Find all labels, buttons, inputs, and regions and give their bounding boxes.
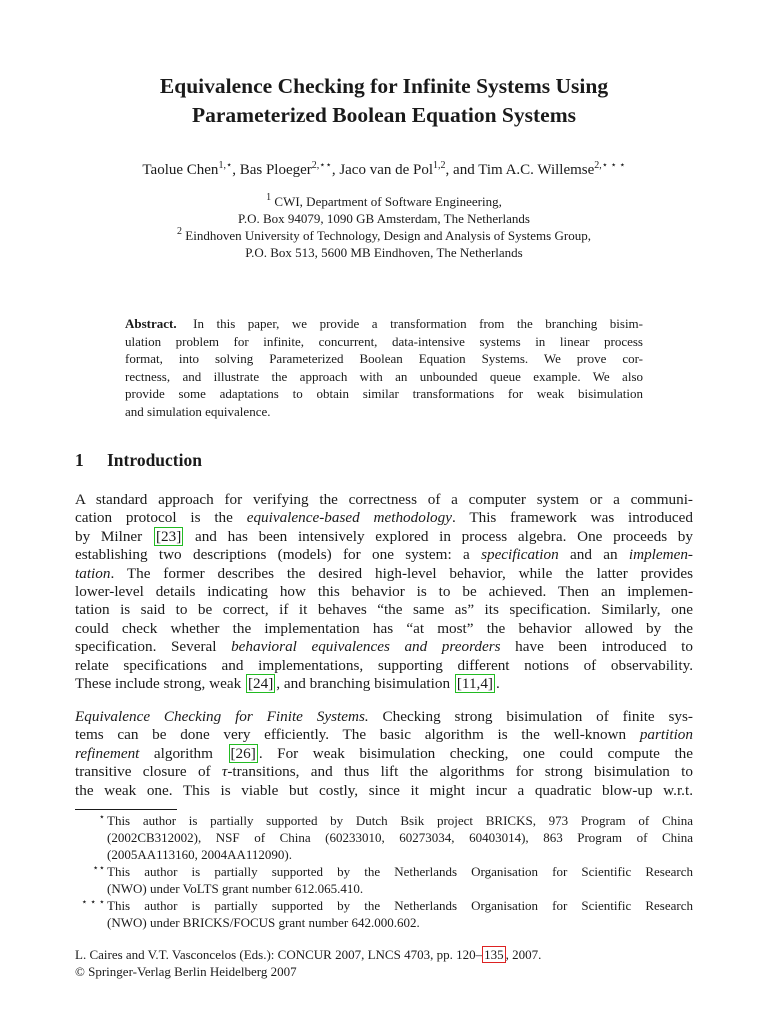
body-line — [75, 528, 693, 546]
author-sup: 2,⋆ ⋆ ⋆ — [594, 160, 626, 171]
emph-text: implemen- — [628, 546, 693, 564]
footnote-line: (NWO) under BRICKS/FOCUS grant number 642.000.602. — [107, 915, 420, 930]
body-line — [75, 565, 693, 583]
text-span: cation protocol is the — [75, 509, 247, 527]
footnote-line: (NWO) under VoLTS grant number 612.065.410. — [107, 881, 364, 896]
emph-text: behavioral equivalences and preorders — [231, 638, 501, 656]
body-line — [75, 546, 693, 564]
author-name: Tim A.C. Willemse — [478, 162, 595, 178]
affil-sup: 2 — [177, 226, 183, 237]
footnote-line: This author is partially supported by Dutch Bsik project BRICKS, 973 Program of China — [107, 813, 693, 828]
footnote-line: This author is partially supported by the Netherlands Organisation for Scientific Research — [107, 864, 693, 879]
emph-text: tation — [75, 564, 111, 582]
author-sup: 1,2 — [433, 160, 446, 171]
affiliation-2-line-2: P.O. Box 513, 5600 MB Eindhoven, The Netherlands — [245, 245, 523, 260]
title-line-2: Parameterized Boolean Equation Systems — [192, 103, 576, 127]
affiliation-2-line-1 — [40, 227, 728, 244]
footnote-mark: ⋆ — [98, 812, 105, 823]
citation-link[interactable]: [23] — [155, 527, 182, 545]
text-span: establishing two descriptions (models) for one system: a — [75, 546, 482, 564]
abstract-line: rectness, and illustrate the approach with an unbounded queue example. We also — [125, 368, 643, 384]
footnote-mark: ⋆ ⋆ ⋆ — [81, 897, 105, 908]
text-span: . This framework was introduced — [452, 509, 694, 527]
affil-text: Eindhoven University of Technology, Design and Analysis of Systems Group, — [185, 228, 591, 243]
footnote-line: This author is partially supported by the Netherlands Organisation for Scientific Research — [107, 898, 693, 913]
citation-link[interactable]: [24] — [247, 674, 274, 692]
author-name: Taolue Chen — [142, 162, 219, 178]
paragraph-heading: Equivalence Checking for Finite Systems. — [75, 708, 369, 725]
body-line — [75, 763, 693, 781]
abstract — [125, 315, 643, 421]
paper-title — [40, 72, 728, 130]
text-span: L. Caires and V.T. Vasconcelos (Eds.): CONCUR 2007, LNCS 4703, pp. 120– — [75, 947, 483, 962]
emph-text: partition — [639, 726, 693, 744]
author-sep: , — [232, 162, 240, 178]
body-line — [75, 509, 693, 527]
body-line: the weak one. This is viable but costly, since it might incur a quadratic blow-up w.r.t. — [75, 781, 693, 799]
footnote-mark: ⋆⋆ — [92, 863, 105, 874]
text-span: tems can be done very efficiently. The basic algorithm is the well-known — [75, 726, 640, 744]
abstract-label: Abstract. — [125, 316, 177, 331]
paragraph-1 — [75, 491, 693, 693]
abstract-line: format, into solving Parameterized Boolean Equation Systems. We prove cor- — [125, 351, 643, 367]
text-span: . For weak bisimulation checking, one could compute the — [258, 744, 693, 762]
text-span: . The former describes the desired high-level behavior, while the latter provides — [110, 564, 693, 582]
author-name: Jaco van de Pol — [339, 162, 434, 178]
paragraph-2 — [75, 708, 693, 800]
abstract-line: provide some adaptations to obtain similar transformations for weak bisimulation — [125, 386, 643, 402]
footnotes — [75, 812, 693, 931]
text-span: -transitions, and thus lift the algorithms for strong bisimulation to — [227, 763, 693, 781]
text-span: and has been intensively explored in process algebra. One proceeds by — [184, 527, 693, 545]
tau-symbol: τ — [221, 763, 228, 781]
body-line — [75, 708, 693, 726]
author-list — [40, 160, 728, 180]
author-sup: 1,⋆ — [218, 160, 233, 171]
abstract-line: ulation problem for infinite, concurrent, data-intensive systems in linear process — [125, 333, 643, 349]
footnote-line: (2002CB312002), NSF of China (60233010, 60273034, 60403014), 863 Program of China — [107, 830, 693, 845]
body-line: relate specifications and implementations, supporting different notions of observability. — [75, 656, 693, 674]
emph-text: specification — [481, 546, 559, 564]
text-span: These include strong, weak — [75, 674, 245, 692]
citation-line-1 — [75, 946, 541, 963]
body-line — [75, 675, 693, 693]
citation-link[interactable]: [26] — [230, 744, 256, 762]
copyright-line: © Springer-Verlag Berlin Heidelberg 2007 — [75, 964, 297, 979]
emph-text: equivalence-based methodology — [246, 509, 452, 527]
page-link[interactable]: 135 — [484, 947, 504, 962]
footnote — [75, 897, 693, 931]
text-span: Checking strong bisimulation of finite sys- — [368, 708, 693, 725]
affiliation-1-line-1 — [40, 193, 728, 210]
text-span: specification. Several — [75, 638, 232, 656]
abstract-line: and simulation equivalence. — [125, 403, 271, 419]
section-number: 1 — [75, 450, 84, 470]
affiliations — [40, 193, 728, 261]
section-title: Introduction — [107, 450, 202, 470]
body-line — [75, 638, 693, 656]
body-line — [75, 745, 693, 763]
text-span: algorithm — [139, 744, 228, 762]
author-sup: 2,⋆⋆ — [311, 160, 332, 171]
footnote — [75, 812, 693, 863]
body-line — [75, 726, 693, 744]
footnote-line: (2005AA113160, 2004AA112090). — [107, 847, 292, 862]
author-sep: , — [331, 162, 340, 178]
emph-text: refinement — [75, 744, 140, 762]
abstract-line — [125, 315, 643, 333]
section-heading — [75, 449, 202, 471]
text-span: , 2007. — [505, 947, 542, 962]
text-span: . — [496, 674, 500, 692]
affil-sup: 1 — [266, 192, 272, 203]
text-span: transitive closure of — [75, 763, 222, 781]
body-line: A standard approach for verifying the correctness of a computer system or a communi- — [75, 491, 693, 508]
affil-text: CWI, Department of Software Engineering, — [274, 194, 502, 209]
body-line: tation is said to be correct, if it behaves “the same as” its specification. Similarly, one — [75, 601, 693, 619]
text-span: and an — [558, 546, 629, 564]
publication-citation — [75, 946, 541, 980]
text-span: by Milner — [75, 527, 153, 545]
author-name: Bas Ploeger — [239, 162, 312, 178]
title-line-1: Equivalence Checking for Infinite Systems Using — [159, 74, 609, 98]
text-span: , and branching bisimulation — [276, 674, 454, 692]
footnote — [75, 863, 693, 897]
body-line: lower-level details indicating how this behavior is to be achieved. Then an implemen- — [75, 582, 693, 600]
text-span: have been introduced to — [500, 638, 693, 656]
body-line: could check whether the implementation has “at most” the behavior allowed by the — [75, 619, 693, 637]
affiliation-1-line-2: P.O. Box 94079, 1090 GB Amsterdam, The Netherlands — [238, 211, 530, 226]
author-sep: , and — [445, 162, 479, 178]
citation-link[interactable]: [11,4] — [456, 674, 493, 692]
abstract-text: In this paper, we provide a transformation from the branching bisim- — [193, 316, 643, 331]
